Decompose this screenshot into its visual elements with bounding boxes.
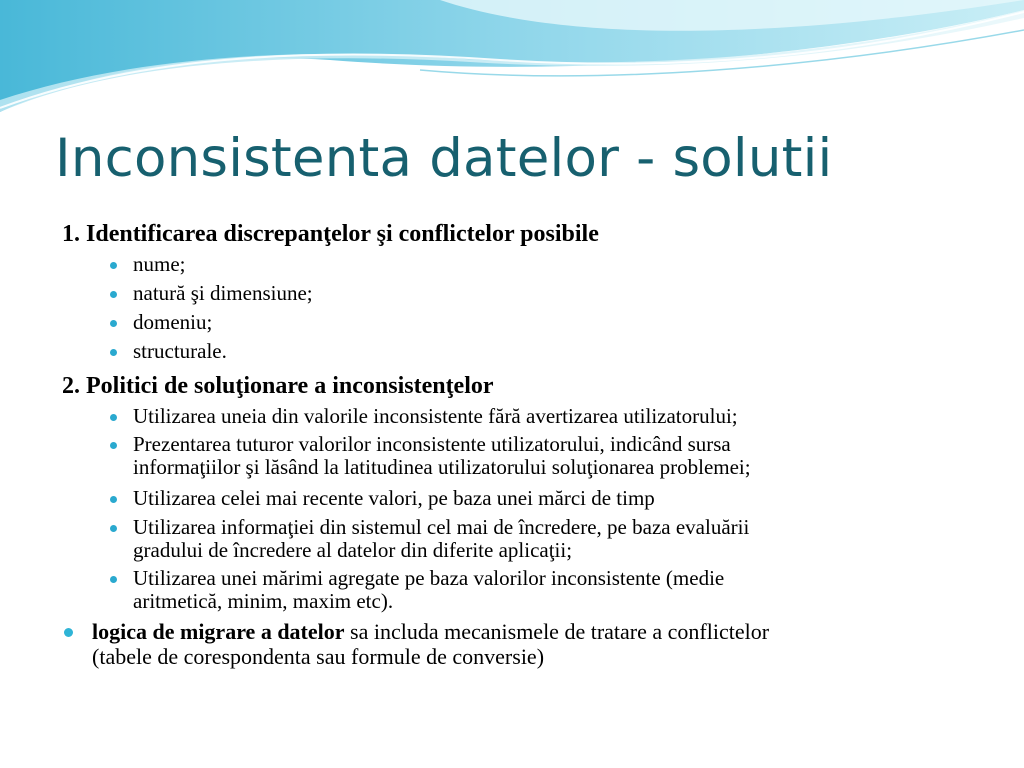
section1-item: natură şi dimensiune;	[133, 281, 313, 305]
header-wave-decoration	[0, 0, 1024, 120]
section2-item-line: Utilizarea informaţiei din sistemul cel mai de încredere, pe baza evaluării	[133, 515, 750, 539]
section2-item: Utilizarea uneia din valorile inconsistente fără avertizarea utilizatorului;	[133, 404, 738, 428]
bullet-icon	[110, 291, 117, 298]
section2-item-line: Utilizarea unei mărimi agregate pe baza valorilor inconsistente (medie	[133, 566, 725, 590]
bullet-icon	[110, 349, 117, 356]
note-line: (tabele de corespondenta sau formule de conversie)	[92, 644, 545, 669]
bullet-icon	[110, 414, 117, 421]
section2-item: Utilizarea celei mai recente valori, pe baza unei mărci de timp	[133, 486, 655, 510]
bullet-icon	[110, 262, 117, 269]
section2-item-line: informaţiilor şi lăsând la latitudinea utilizatorului soluţionarea problemei;	[133, 455, 751, 479]
bullet-icon	[110, 525, 117, 532]
section2-item-line: Prezentarea tuturor valorilor inconsistente utilizatorului, indicând sursa	[133, 432, 731, 456]
bullet-icon	[64, 628, 73, 637]
section2-item-line: gradului de încredere al datelor din diferite aplicaţii;	[133, 538, 573, 562]
note-line	[92, 620, 769, 644]
section2-heading: 2. Politici de soluţionare a inconsistenţelor	[62, 373, 494, 399]
slide-title: Inconsistenta datelor - solutii	[55, 128, 833, 189]
note-text: sa includa mecanismele de tratare a conflictelor	[344, 619, 770, 644]
section1-item: domeniu;	[133, 310, 213, 334]
note-bold: logica de migrare a datelor	[92, 619, 345, 644]
section1-item: nume;	[133, 252, 186, 276]
bullet-icon	[110, 442, 117, 449]
bullet-icon	[110, 496, 117, 503]
bullet-icon	[110, 320, 117, 327]
section2-item-line: aritmetică, minim, maxim etc).	[133, 589, 394, 613]
section1-item: structurale.	[133, 339, 227, 363]
section1-heading: 1. Identificarea discrepanţelor şi conflictelor posibile	[62, 221, 599, 247]
bullet-icon	[110, 576, 117, 583]
